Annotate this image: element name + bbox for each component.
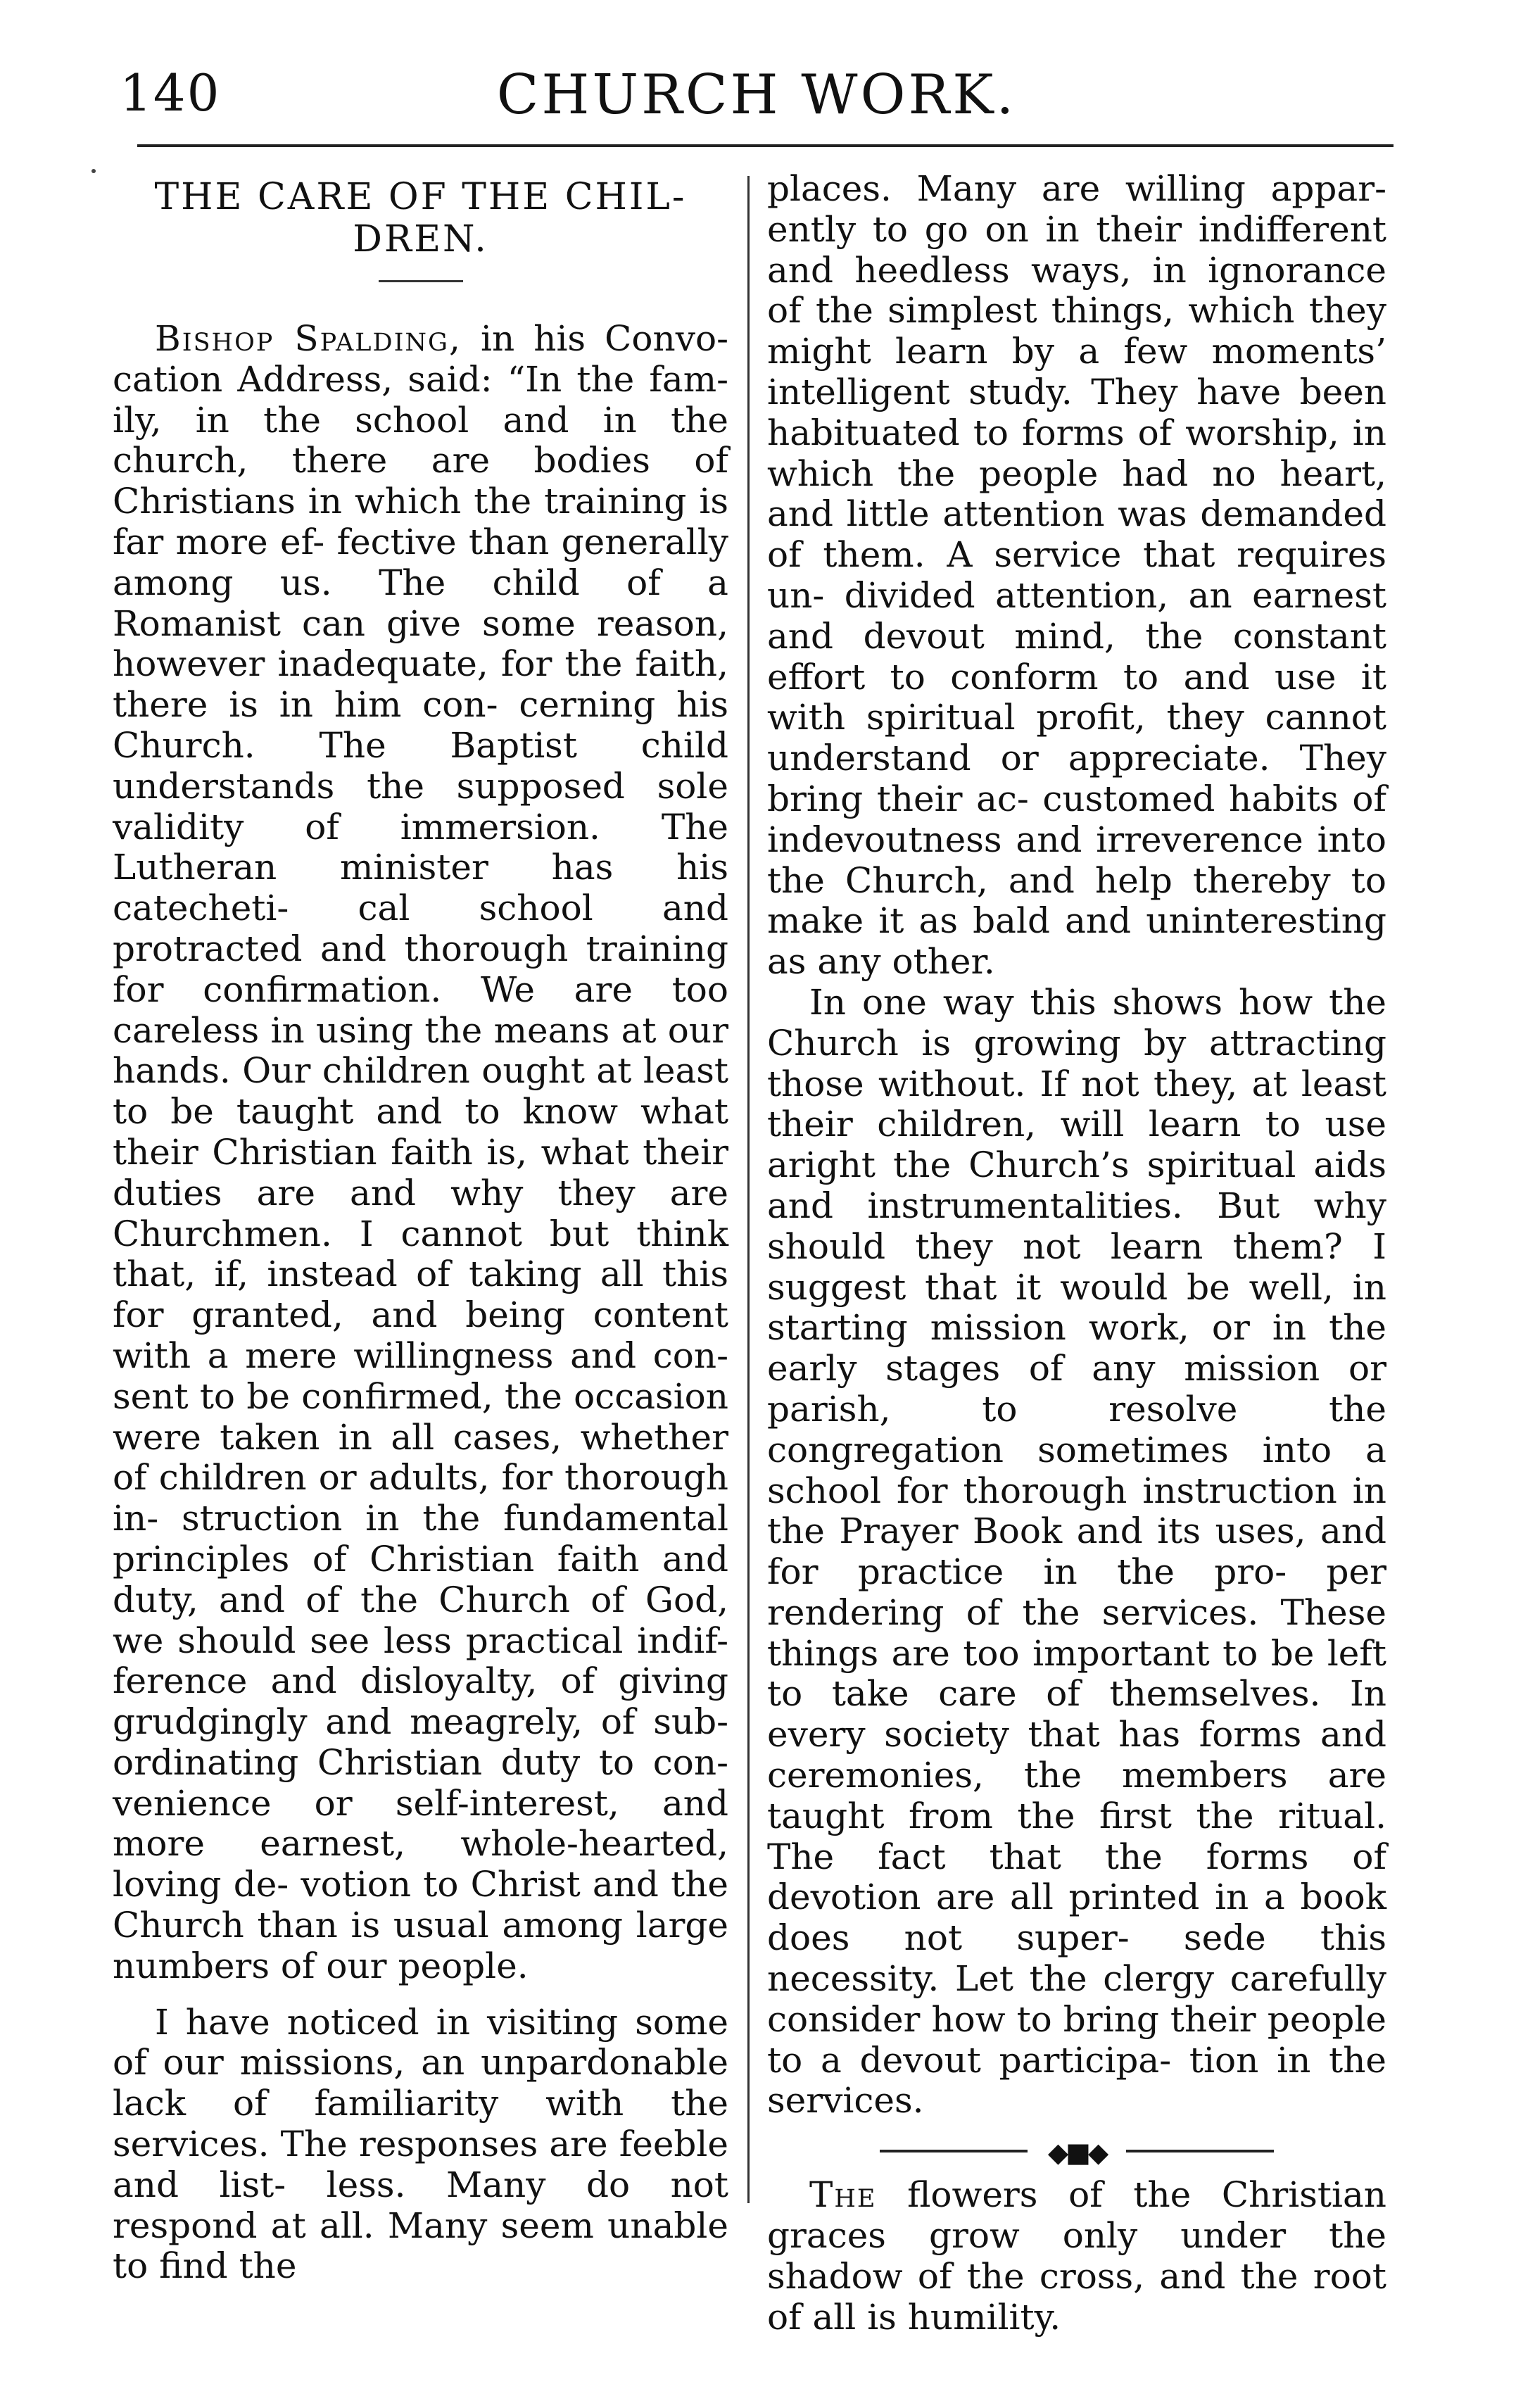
header-rule [137,144,1394,147]
page-header [120,56,1394,155]
article-paragraph-3: In one way this shows how the Church is growing by attracting those without. If not they, at least their children, will learn to use aright the Church’s spiritual aids and instrumentalities. But why should they not learn them? I suggest that it would be well, in starting mission work, or in the early stages of any mission or parish, to resolve the congregation sometimes into a school for thorough instruction in the Prayer Book and its uses, and for practice in the pro- per rendering of the services. These things are too important to be left to take care of themselves. In every society that has forms and ceremonies, the members are taught from the first the ritual. The fact that the forms of devotion are all printed in a book does not super- sede this necessity. Let the clergy carefully consider how to bring their people to a devout participa- tion in the services. [767,981,1386,2122]
ornament-diamond-icon: ◆■◆ [1047,2137,1106,2169]
filler-text: flowers of the Christian graces grow only under the shadow of the cross, and the root of all is humility. [767,2174,1386,2338]
article-paragraph-2: I have noticed in visiting some of our missions, an unpardonable lack of familiarity with the services. The responses are feeble and list- less. Many do not respond at all. Many seem unable to find the [113,2001,728,2287]
right-column [767,169,1386,2338]
page-number: 140 [120,63,221,122]
running-title: CHURCH WORK. [496,63,1017,127]
column-divider [747,176,750,2203]
article-paragraph-1 [113,319,728,1987]
article-paragraph-2-continued: places. Many are willing appar- ently to go on in their indifferent and heedless ways, in ignorance of the simplest things, which they might learn by a few moments’ intelligent study. They have been habituated to forms of worship, in which the people had no heart, and little attention was demanded of them. A service that requires un- divided attention, an earnest and devout mind, the constant effort to conform to and use it with spiritual profit, they cannot understand or appreciate. They bring their ac- customed habits of indevoutness and irreverence into the Church, and help thereby to make it as bald and uninteresting as any other. [767,168,1386,983]
bishop-name: Bishop Spalding, [155,318,462,359]
section-ornament [880,2137,1274,2169]
filler-lead: The [809,2174,877,2216]
paragraph-1-text: in his Convo- cation Address, said: “In the fam- ily, in the school and in the church, there are bodies of Christians in which the training is far more ef- fective than generally among us. The child of a Romanist can give some reason, however inadequate, for the faith, there is in him con- cerning his Church. The Baptist child understands the supposed sole validity of immersion. The Lutheran minister has his catecheti- cal school and protracted and thorough training for confirmation. We are too careless in using the means at our hands. Our children ought at least to be taught and to know what their Christian faith is, what their duties are and why they are Churchmen. I cannot but think that, if, instead of taking all this for granted, and being content with a mere willingness and con- sent to be confirmed, the occasion were taken in all cases, whether of children or adults, for thorough in- struction in the fundamental principles of Christian faith and duty, and of the Church of God, we should see less practical indif- ference and disloyalty, of giving grudgingly and meagrely, of sub- ordinating Christian duty to con- venience or self-interest, and more earnest, whole-hearted, loving de- votion to Christ and the Church than is usual among large numbers of our people. [113,318,728,1986]
filler-paragraph [767,2175,1386,2338]
article-title: THE CARE OF THE CHIL- DREN. [154,176,687,260]
margin-mark [91,169,96,173]
ornament-line-left [880,2150,1028,2152]
left-column [113,169,728,2287]
title-rule [379,280,463,282]
ornament-line-right [1126,2150,1274,2152]
